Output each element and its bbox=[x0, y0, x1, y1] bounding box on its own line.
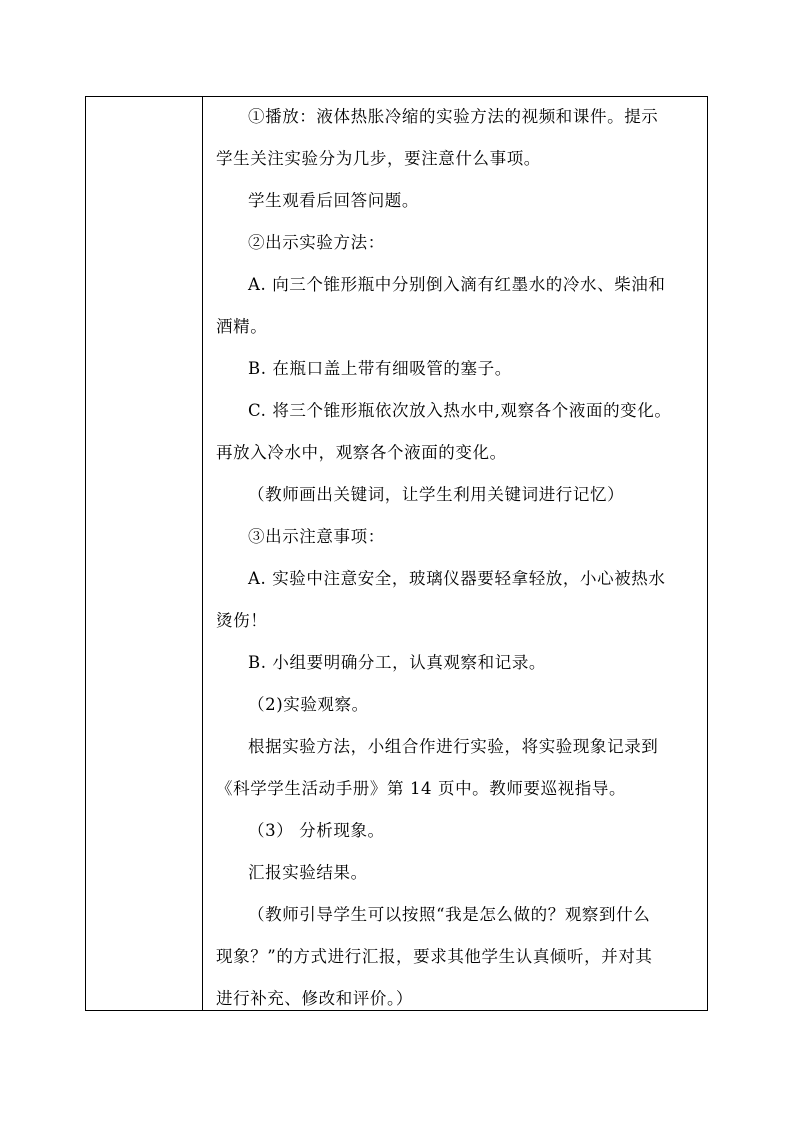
text-line: ①播放：液体热胀冷缩的实验方法的视频和课件。提示 bbox=[248, 107, 659, 126]
content-cell bbox=[203, 97, 707, 1010]
text-line: 学生观看后回答问题。 bbox=[248, 191, 419, 210]
text-line: B. 在瓶口盖上带有细吸管的塞子。 bbox=[248, 359, 512, 378]
text-line: B. 小组要明确分工，认真观察和记录。 bbox=[248, 653, 547, 672]
text-line: 再放入冷水中，观察各个液面的变化。 bbox=[216, 443, 507, 462]
text-line: A. 向三个锥形瓶中分别倒入滴有红墨水的冷水、柴油和 bbox=[248, 275, 666, 294]
text-line: 烫伤！ bbox=[216, 611, 268, 630]
lesson-table bbox=[85, 96, 708, 1011]
text-line: 酒精。 bbox=[216, 317, 268, 336]
text-line: A. 实验中注意安全，玻璃仪器要轻拿轻放，小心被热水 bbox=[248, 569, 666, 588]
text-line: 进行补充、修改和评价。） bbox=[216, 989, 413, 1008]
text-line: （3） 分析现象。 bbox=[248, 821, 385, 840]
text-line: C. 将三个锥形瓶依次放入热水中,观察各个液面的变化。 bbox=[248, 401, 672, 420]
text-line: （2)实验观察。 bbox=[248, 695, 369, 714]
left-column-cell bbox=[86, 97, 202, 1010]
text-line: 《科学学生活动手册》第 14 页中。教师要巡视指导。 bbox=[216, 779, 627, 798]
text-line: ③出示注意事项： bbox=[248, 527, 385, 546]
text-line: 根据实验方法，小组合作进行实验，将实验现象记录到 bbox=[248, 737, 659, 756]
text-line: （教师画出关键词，让学生利用关键词进行记忆） bbox=[248, 485, 625, 504]
text-line: 现象？”的方式进行汇报，要求其他学生认真倾听，并对其 bbox=[216, 947, 653, 966]
text-line: ②出示实验方法： bbox=[248, 233, 385, 252]
text-line: 学生关注实验分为几步，要注意什么事项。 bbox=[216, 149, 541, 168]
text-line: （教师引导学生可以按照“我是怎么做的？观察到什么 bbox=[248, 905, 651, 924]
text-line: 汇报实验结果。 bbox=[248, 863, 368, 882]
